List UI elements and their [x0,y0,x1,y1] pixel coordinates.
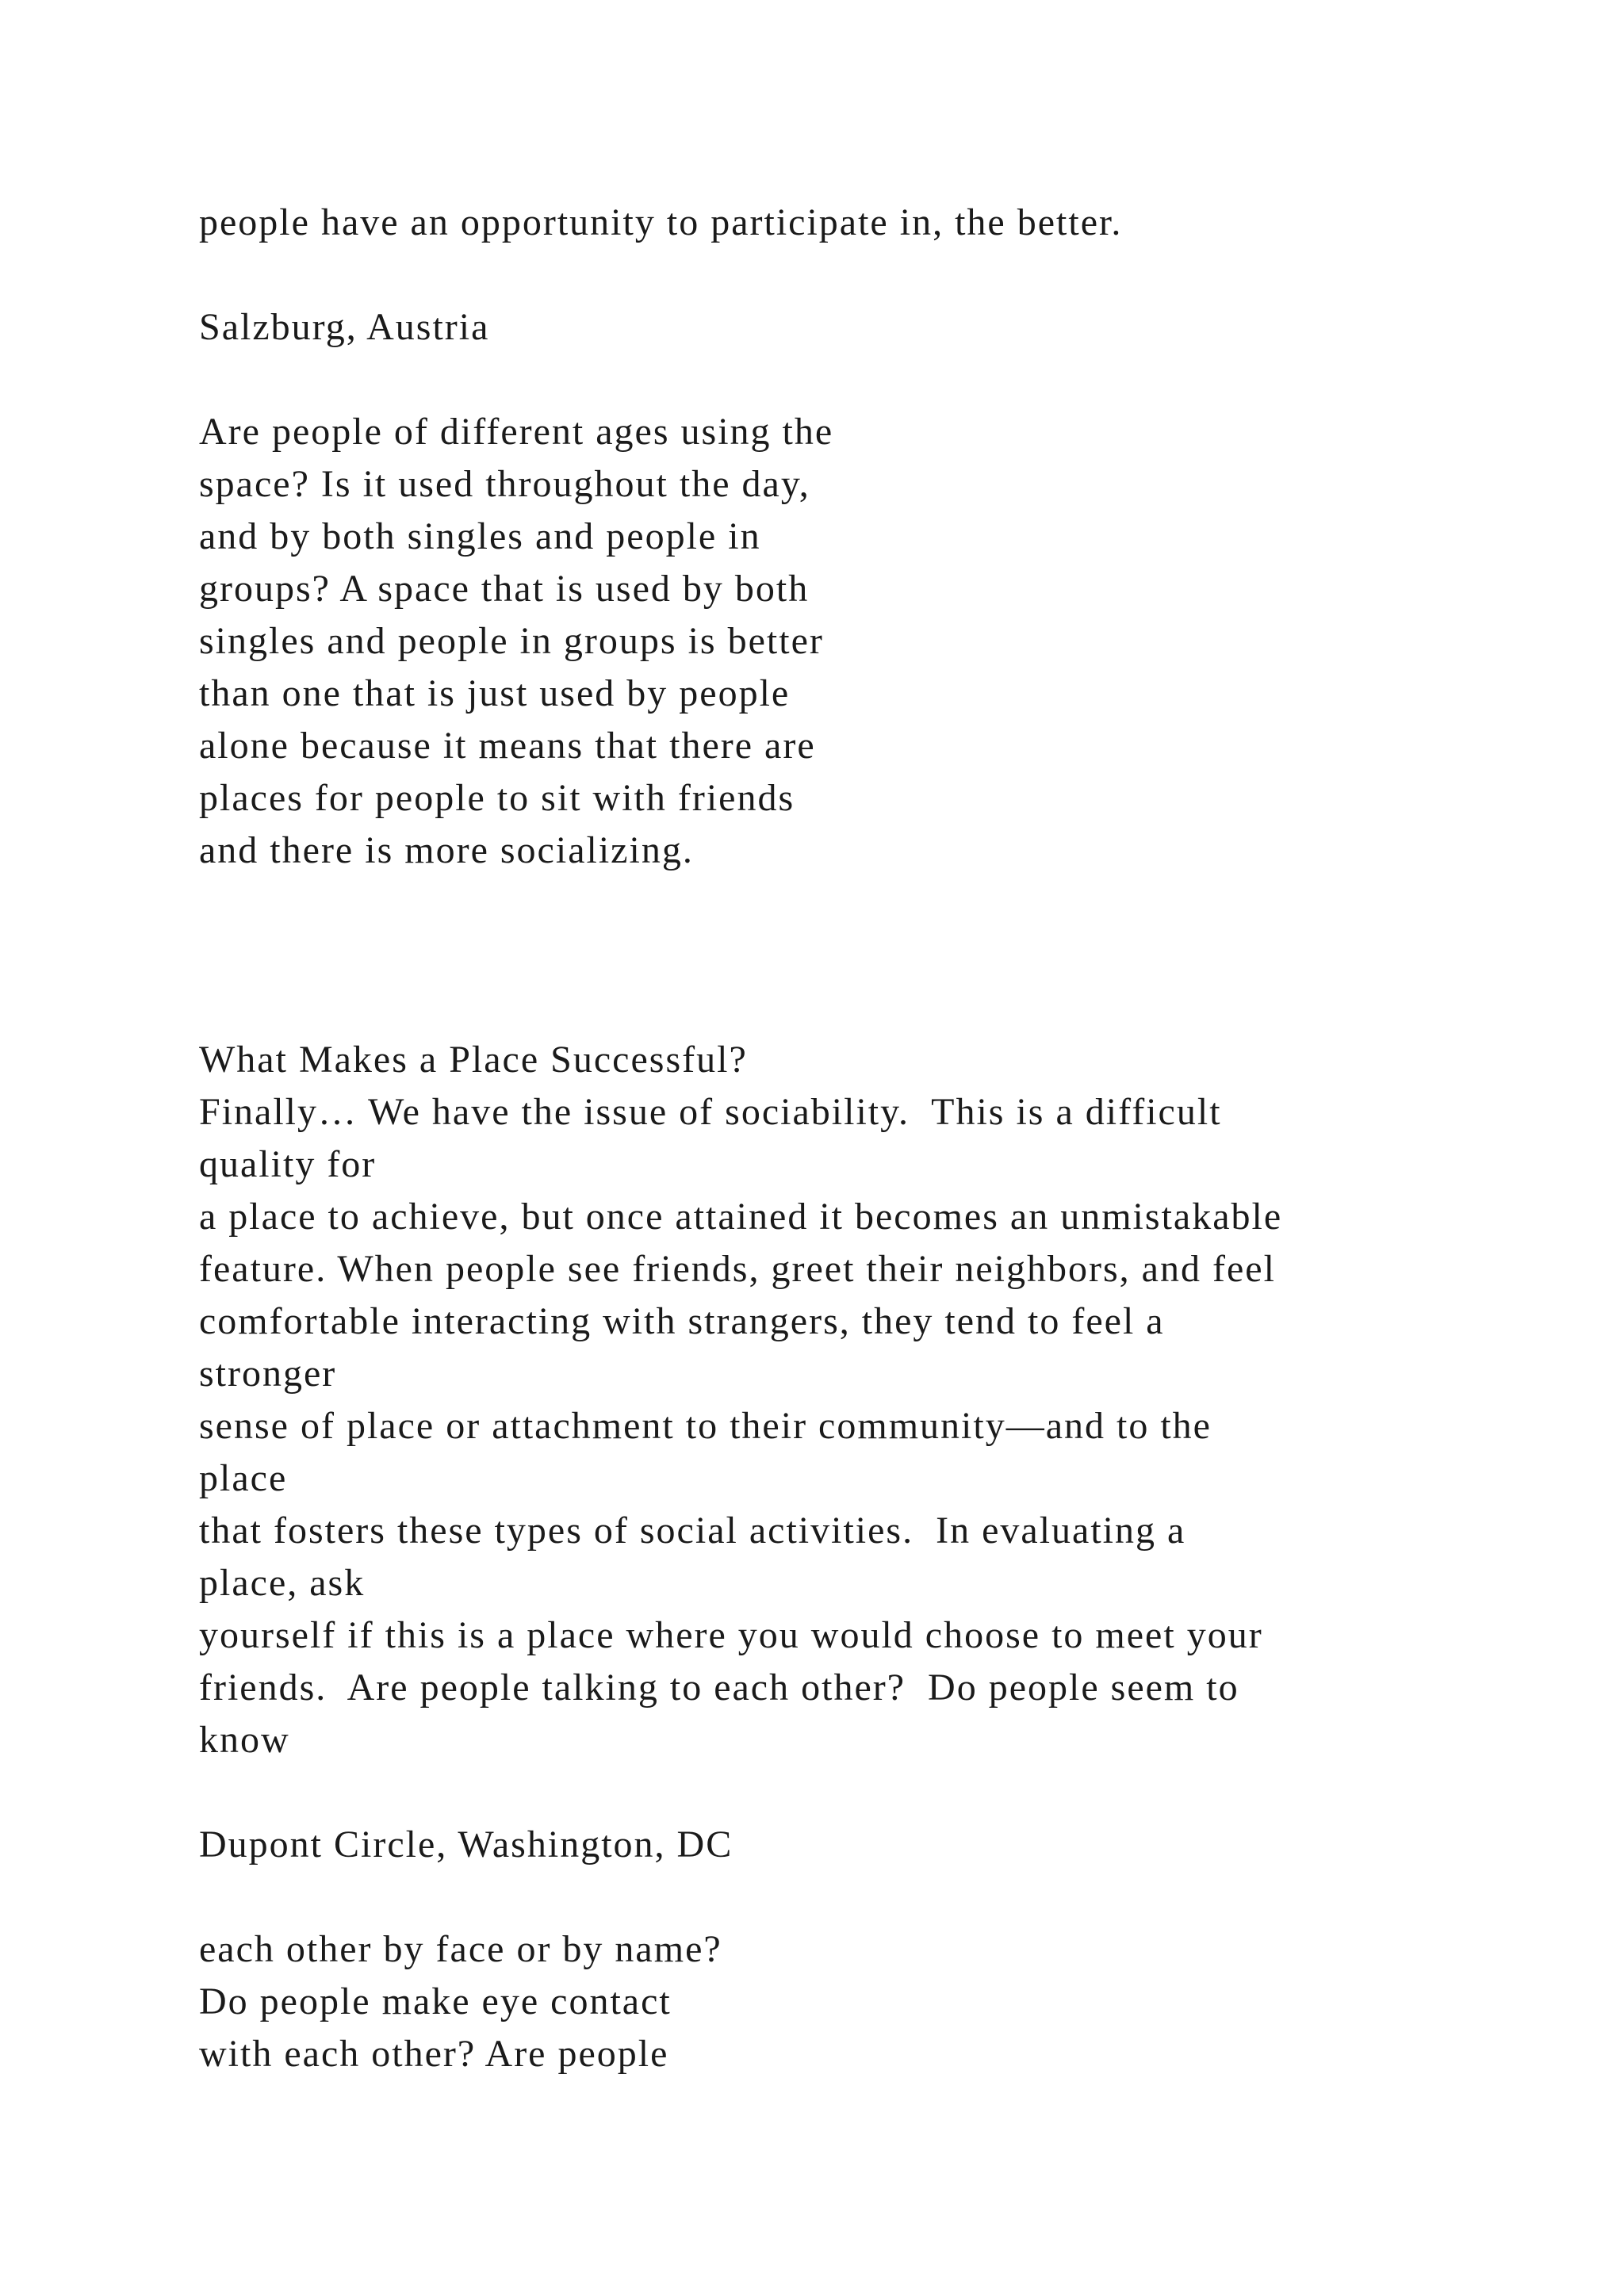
text-line: with each other? Are people [199,2033,669,2075]
text-line: places for people to sit with friends [199,777,795,819]
blank-line [199,1766,1563,1819]
text-line: space? Is it used throughout the day, [199,463,810,505]
text-line: stronger [199,1353,337,1395]
text-line: sense of place or attachment to their community—and to the [199,1405,1212,1447]
text-line: quality for [199,1143,377,1185]
text-line: Do people make eye contact [199,1980,672,2022]
text-line: Dupont Circle, Washington, DC [199,1823,733,1866]
text-line: and there is more socializing. [199,829,694,871]
text-line: each other by face or by name? [199,1928,722,1970]
text-line: a place to achieve, but once attained it becomes an unmistakable [199,1196,1283,1238]
text-line: place, ask [199,1562,366,1604]
text-line: alone because it means that there are [199,725,816,767]
text-line: that fosters these types of social activities. In evaluating a [199,1510,1186,1552]
text-line: comfortable interacting with strangers, they tend to feel a [199,1300,1165,1342]
blank-line [199,877,1563,929]
blank-line [199,249,1563,301]
document-body [199,197,1563,2080]
text-line: know [199,1719,290,1761]
blank-line [199,354,1563,406]
text-line: Finally… We have the issue of sociability. This is a difficult [199,1091,1222,1133]
text-line: than one that is just used by people [199,672,791,714]
text-line: and by both singles and people in [199,515,761,557]
blank-line [199,929,1563,982]
text-line: place [199,1457,288,1499]
text-line: singles and people in groups is better [199,620,824,662]
text-line: friends. Are people talking to each other? Do people seem to [199,1667,1239,1709]
text-line: What Makes a Place Successful? [199,1039,748,1081]
blank-line [199,1871,1563,1923]
text-line: feature. When people see friends, greet their neighbors, and feel [199,1248,1276,1290]
text-line: yourself if this is a place where you would choose to meet your [199,1614,1263,1656]
text-line: people have an opportunity to participate in, the better. [199,201,1123,243]
text-line: groups? A space that is used by both [199,568,810,610]
text-line: Are people of different ages using the [199,411,834,453]
blank-line [199,982,1563,1034]
text-line: Salzburg, Austria [199,306,490,348]
